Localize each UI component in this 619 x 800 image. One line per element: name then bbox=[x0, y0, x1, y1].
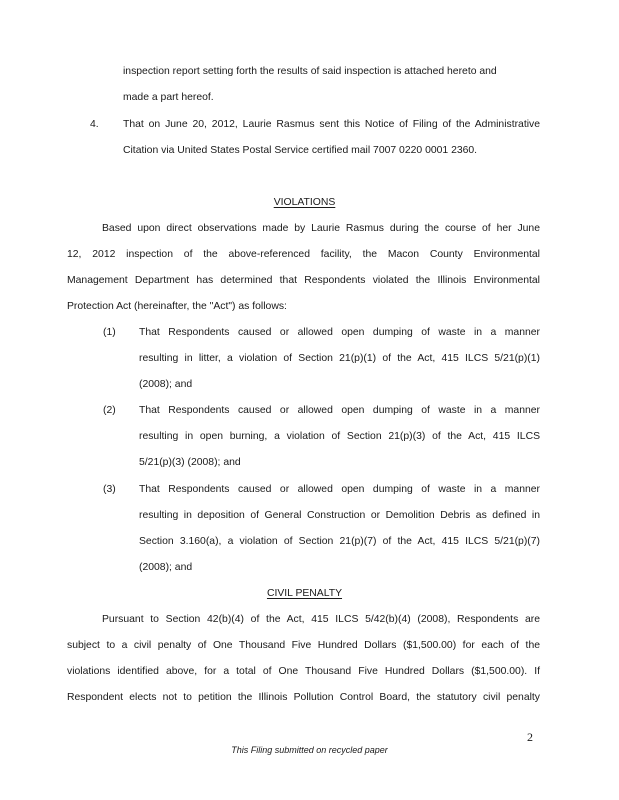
list-item-line: resulting in litter, a violation of Section 21(p)(1) of the Act, 415 ILCS 5/21(p)(1) bbox=[139, 353, 540, 364]
page-number: 2 bbox=[527, 730, 533, 744]
list-item-line: That Respondents caused or allowed open dumping of waste in a manner bbox=[139, 327, 540, 338]
paragraph-line: inspection report setting forth the results of said inspection is attached hereto and bbox=[123, 66, 497, 77]
list-item-line: resulting in deposition of General Construction or Demolition Debris as defined in bbox=[139, 510, 540, 521]
list-number: (1) bbox=[103, 327, 116, 338]
paragraph-line: subject to a civil penalty of One Thousand Five Hundred Dollars ($1,500.00) for each of the bbox=[67, 640, 540, 651]
list-item-line: resulting in open burning, a violation of Section 21(p)(3) of the Act, 415 ILCS bbox=[139, 431, 540, 442]
list-item-line: Section 3.160(a), a violation of Section 21(p)(7) of the Act, 415 ILCS 5/21(p)(7) bbox=[139, 536, 540, 547]
list-number: (2) bbox=[103, 405, 116, 416]
section-heading-civil-penalty: CIVIL PENALTY bbox=[266, 588, 343, 599]
list-item-line: 5/21(p)(3) (2008); and bbox=[139, 457, 241, 468]
paragraph-line: Management Department has determined that Respondents violated the Illinois Environmental bbox=[67, 275, 540, 286]
paragraph-line: Respondent elects not to petition the Illinois Pollution Control Board, the statutory civil penalty bbox=[67, 692, 540, 703]
list-item-line: (2008); and bbox=[139, 379, 193, 390]
list-item-line: (2008); and bbox=[139, 562, 193, 573]
paragraph-line: Protection Act (hereinafter, the "Act") as follows: bbox=[67, 301, 287, 312]
paragraph-line: 12, 2012 inspection of the above-referenced facility, the Macon County Environmental bbox=[67, 249, 540, 260]
list-item-line: That Respondents caused or allowed open dumping of waste in a manner bbox=[139, 484, 540, 495]
list-number: 4. bbox=[90, 119, 99, 130]
paragraph-line: Citation via United States Postal Service certified mail 7007 0220 0001 2360. bbox=[123, 145, 478, 156]
paragraph-line: made a part hereof. bbox=[123, 92, 214, 103]
paragraph-line: Pursuant to Section 42(b)(4) of the Act, 415 ILCS 5/42(b)(4) (2008), Respondents are bbox=[102, 614, 540, 625]
paragraph-line: That on June 20, 2012, Laurie Rasmus sent this Notice of Filing of the Administrative bbox=[123, 119, 540, 130]
paragraph-line: violations identified above, for a total of One Thousand Five Hundred Dollars ($1,500.00). If bbox=[67, 666, 540, 677]
list-item-line: That Respondents caused or allowed open dumping of waste in a manner bbox=[139, 405, 540, 416]
footer-note: This Filing submitted on recycled paper bbox=[231, 745, 388, 755]
paragraph-line: Based upon direct observations made by Laurie Rasmus during the course of her June bbox=[102, 223, 540, 234]
list-number: (3) bbox=[103, 484, 116, 495]
section-heading-violations: VIOLATIONS bbox=[273, 197, 336, 208]
